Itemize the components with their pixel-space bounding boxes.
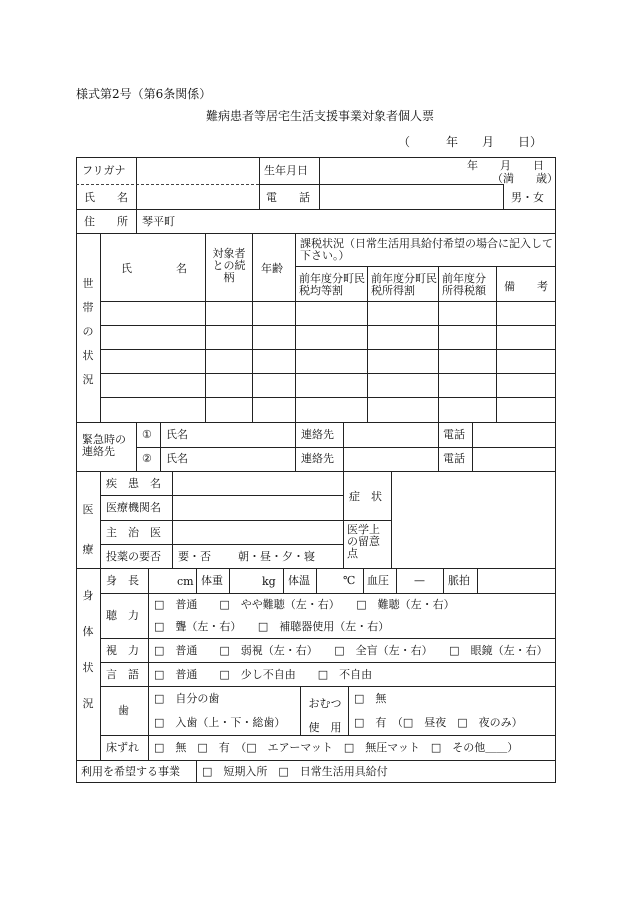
household-section-label: 世帯の状況 [82,277,94,386]
weight-unit: kg [262,575,276,588]
pulse-label: 脈拍 [448,574,470,587]
sex-option: 男・女 [511,191,544,204]
medication-times: 朝・昼・夕・寝 [238,550,315,563]
diaper-label: おむつ使 用 [308,697,342,734]
bedsore-label: 床ずれ [106,741,139,754]
diaper-option-yes: □ 有 （□ 昼夜 □ 夜のみ） [354,716,523,729]
household-col-tax3: 前年度分所得税額 [442,272,486,297]
doctor-label: 主 治 医 [106,526,161,539]
emergency-2-number: ② [142,452,152,465]
emergency-1-name-label: 氏名 [166,428,188,441]
emergency-1-contact-label: 連絡先 [301,428,334,441]
birthdate-ymd: 年 月 日 [467,159,544,172]
emergency-1-number: ① [142,428,152,441]
vision-label: 視 力 [106,644,139,657]
age-value: （満 歳） [492,172,558,185]
blood-pressure-separator: — [414,574,425,587]
name-label: 氏 名 [84,191,128,204]
tax-status-header: 課税状況（日常生活用具給付希望の場合に記入して下さい。） [300,237,553,262]
bedsore-options: □ 無 □ 有 （□ エアーマット □ 無圧マット □ その他＿＿） [154,741,519,754]
hearing-options-2: □ 聾（左・右） □ 補聴器使用（左・右） [154,620,390,633]
household-col-age: 年齢 [261,262,283,275]
hearing-label: 聴 力 [106,609,139,622]
birthdate-label: 生年月日 [264,164,308,177]
address-value: 琴平町 [142,215,175,228]
speech-label: 言 語 [106,668,139,681]
diaper-option-no: □ 無 [354,692,387,705]
height-unit: cm [177,575,194,588]
temperature-label: 体温 [288,574,310,587]
service-label: 利用を希望する事業 [81,765,180,778]
household-col-relation: 対象者との続柄 [212,247,246,284]
household-col-name: 氏 名 [121,262,187,275]
body-section-label: 身体状況 [82,589,94,710]
height-label: 身 長 [106,574,139,587]
form-title: 難病患者等居宅生活支援事業対象者個人票 [205,109,435,123]
emergency-2-phone-label: 電話 [443,452,465,465]
service-options: □ 短期入所 □ 日常生活用具給付 [202,765,388,778]
medication-yes-no: 要・否 [178,550,211,563]
medical-section-label: 医療 [82,503,94,556]
teeth-label: 歯 [118,704,129,717]
emergency-contact-label: 緊急時の連絡先 [82,433,126,458]
vision-options: □ 普通 □ 弱視（左・右） □ 全盲（左・右） □ 眼鏡（左・右） [154,644,548,657]
speech-options: □ 普通 □ 少し不自由 □ 不自由 [154,668,373,681]
weight-label: 体重 [201,574,223,587]
disease-label: 疾 患 名 [106,477,161,490]
household-col-remarks: 備 考 [504,280,548,293]
household-col-tax1: 前年度分町民税均等割 [299,272,365,297]
date-line: （ 年 月 日） [398,135,543,149]
hearing-options-1: □ 普通 □ やや難聴（左・右） □ 難聴（左・右） [154,598,455,611]
teeth-option-denture: □ 入歯（上・下・総歯） [154,716,286,729]
furigana-label: フリガナ [82,164,126,177]
emergency-2-contact-label: 連絡先 [301,452,334,465]
form-number: 様式第2号（第6条関係） [76,87,212,101]
phone-label: 電 話 [266,191,310,204]
emergency-1-phone-label: 電話 [443,428,465,441]
medication-label: 投薬の要否 [106,550,161,563]
medical-notes-label: 医学上の留意点 [347,523,380,560]
institution-label: 医療機関名 [106,501,161,514]
emergency-2-name-label: 氏名 [166,452,188,465]
teeth-option-own: □ 自分の歯 [154,692,220,705]
address-label: 住 所 [84,215,128,228]
household-col-tax2: 前年度分町民税所得割 [371,272,437,297]
temperature-unit: ℃ [343,574,356,587]
symptoms-label: 症 状 [349,490,382,503]
blood-pressure-label: 血圧 [367,574,389,587]
